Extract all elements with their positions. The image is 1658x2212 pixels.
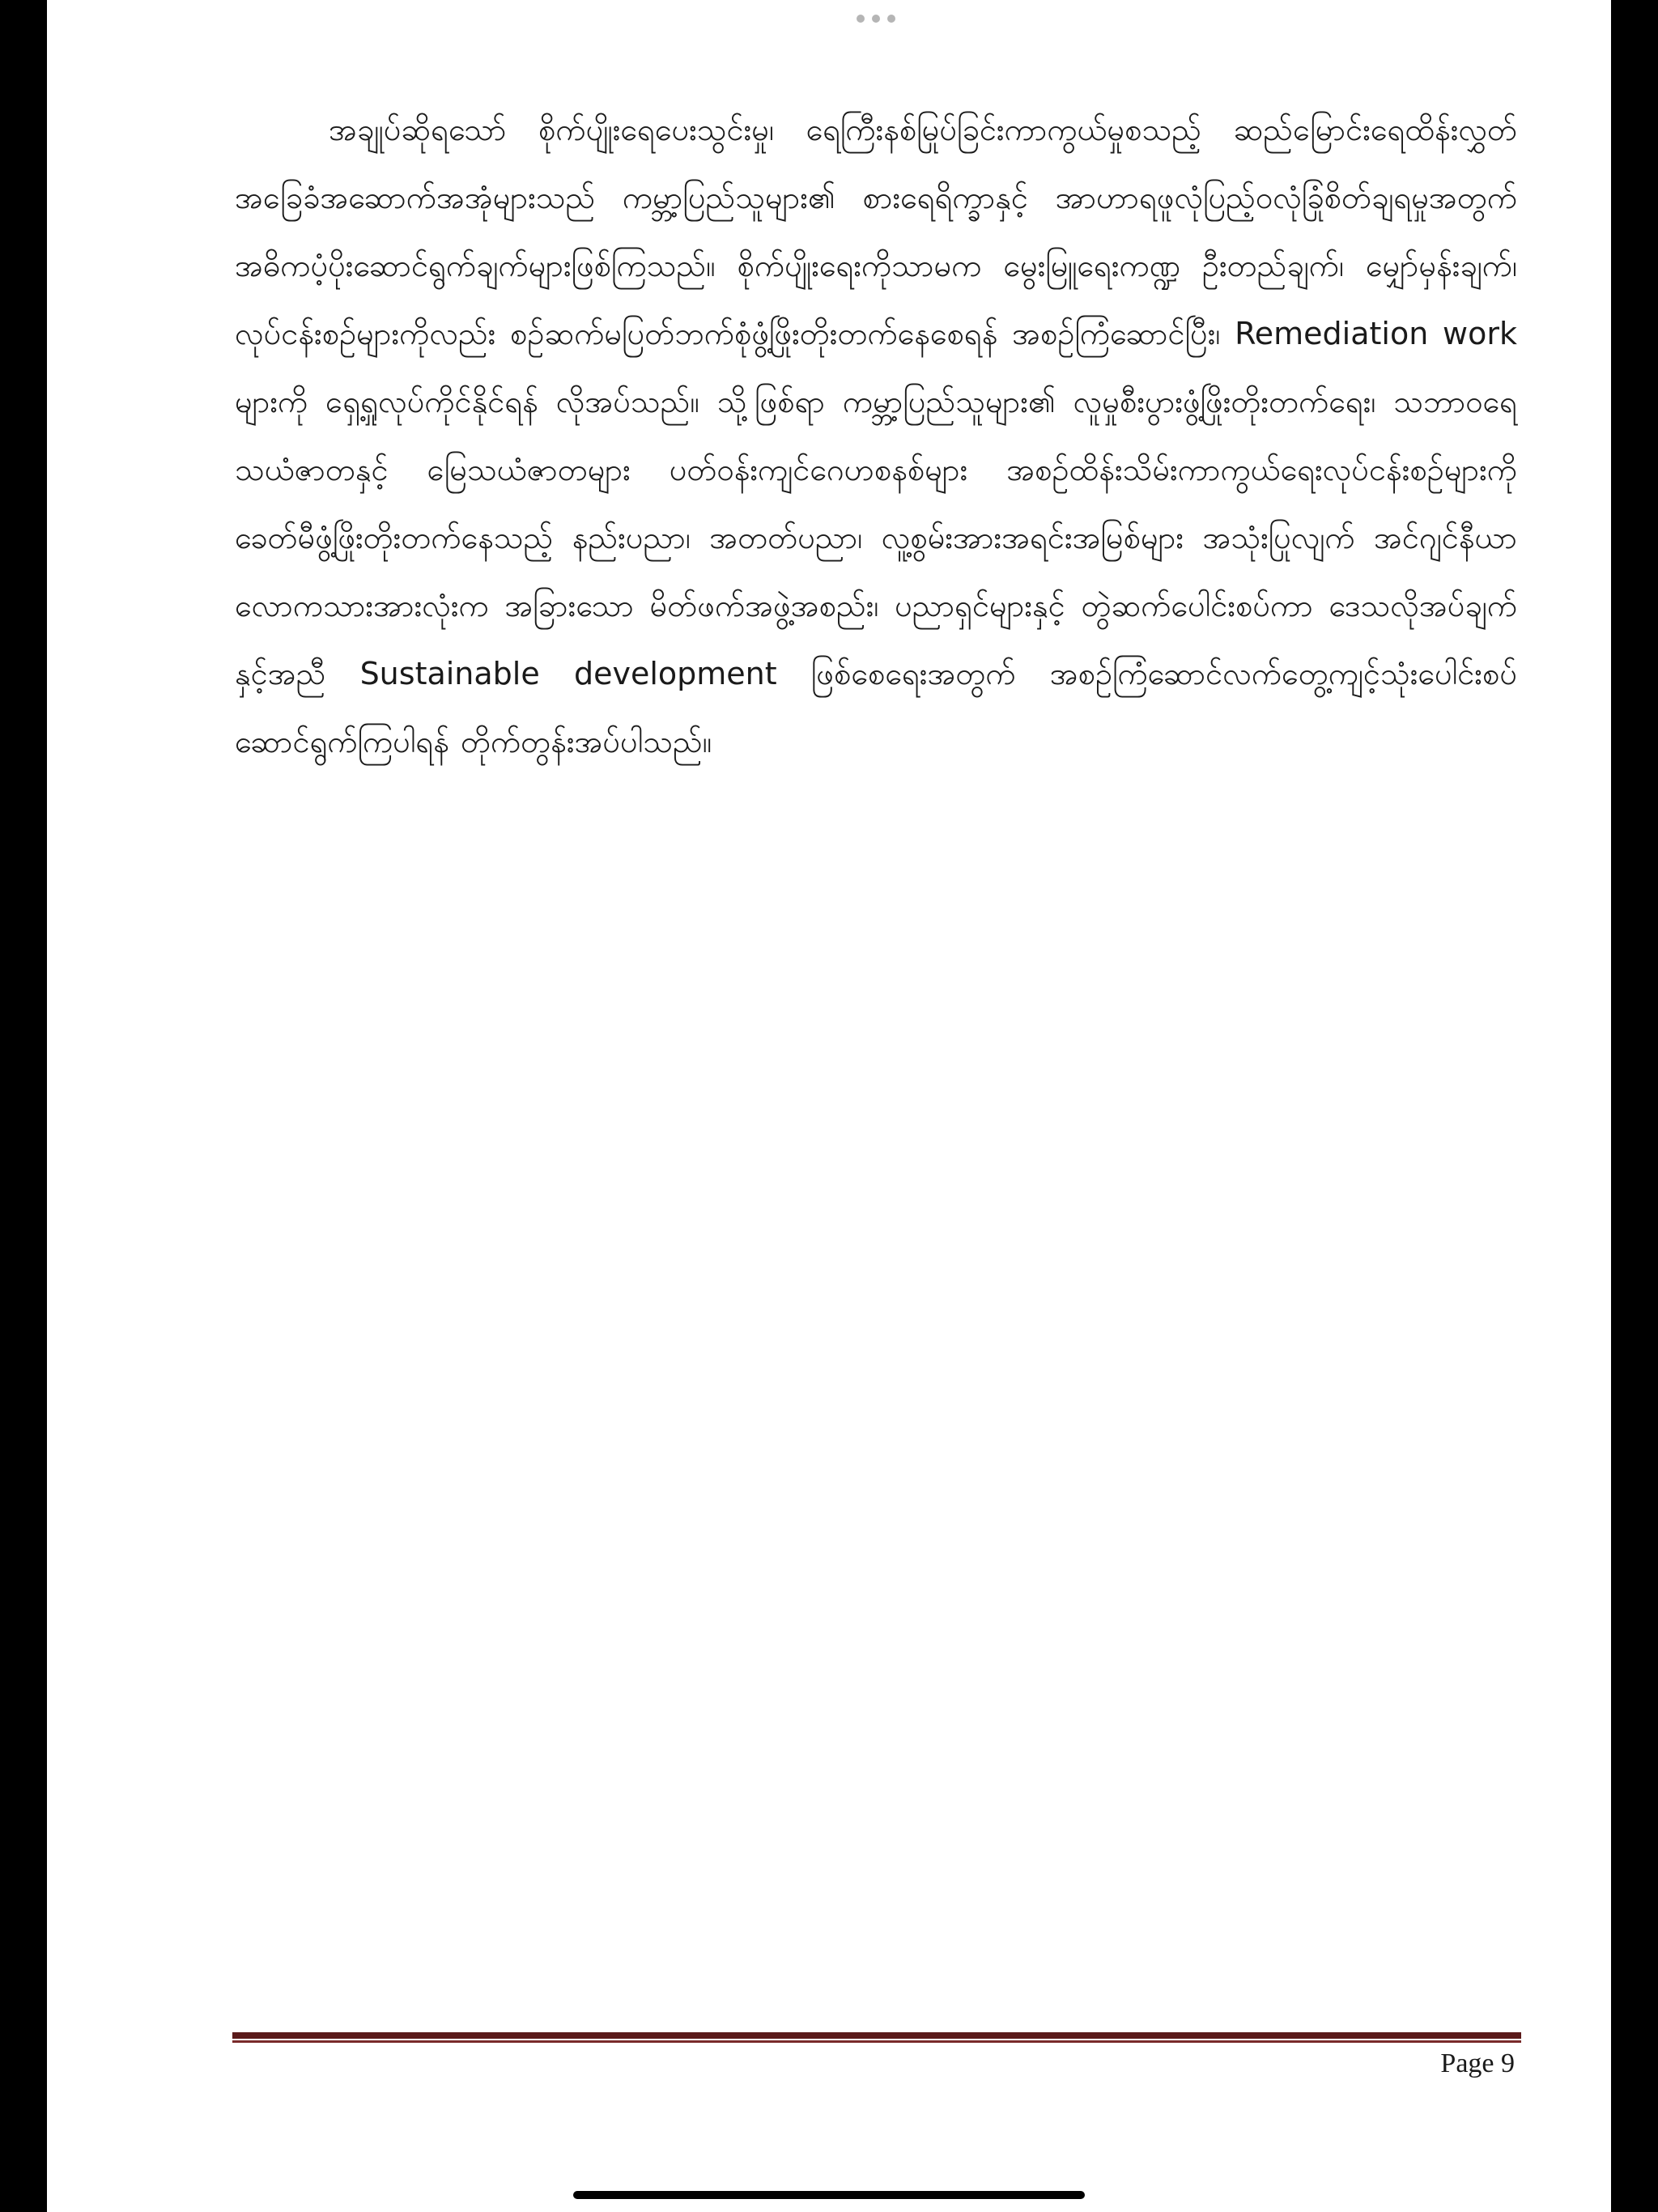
page-number: Page 9	[1440, 2048, 1515, 2078]
footer-rule-thick	[232, 2032, 1521, 2039]
dot-icon	[872, 15, 880, 23]
dot-icon	[857, 15, 865, 23]
home-indicator[interactable]	[573, 2191, 1085, 2199]
body-paragraph: အချုပ်ဆိုရသော် စိုက်ပျိုးရေပေးသွင်းမှု၊ ရေကြီးနစ်မြုပ်ခြင်းကာကွယ်မှုစသည့် ဆည်မြောင်းရေထိန်းလွှတ်အခြေခံအဆောက်အအုံများသည် ကမ္ဘာ့ပြည်သူများ၏ စားရေရိက္ခာနှင့် အာဟာရဖူလုံပြည့်ဝလုံခြုံစိတ်ချရမှုအတွက် အဓိကပံ့ပိုးဆောင်ရွက်ချက်များဖြစ်ကြသည်။ စိုက်ပျိုးရေးကိုသာမက မွေးမြူရေးကဏ္ဍ ဦးတည်ချက်၊ မျှော်မှန်းချက်၊ လုပ်ငန်းစဉ်များကိုလည်း စဉ်ဆက်မပြတ်ဘက်စုံဖွံ့ဖြိုးတိုးတက်နေစေရန် အစဉ်ကြံဆောင်ပြီး၊ Remediation work များကို ရှေ့ရှုလုပ်ကိုင်နိုင်ရန် လိုအပ်သည်။ သို့ဖြစ်ရာ ကမ္ဘာ့ပြည်သူများ၏ လူမှုစီးပွားဖွံ့ဖြိုးတိုးတက်ရေး၊ သဘာဝရေသယံဇာတနှင့် မြေသယံဇာတများ ပတ်ဝန်းကျင်ဂေဟစနစ်များ အစဉ်ထိန်းသိမ်းကာကွယ်ရေးလုပ်ငန်းစဉ်များကို ခေတ်မီဖွံ့ဖြိုးတိုးတက်နေသည့် နည်းပညာ၊ အတတ်ပညာ၊ လူ့စွမ်းအားအရင်းအမြစ်များ အသုံးပြုလျက် အင်ဂျင်နီယာလောကသားအားလုံးက အခြားသော မိတ်ဖက်အဖွဲ့အစည်း၊ ပညာရှင်များနှင့် တွဲဆက်ပေါင်းစပ်ကာ ဒေသလိုအပ်ချက်နှင့်အညီ Sustainable development ဖြစ်စေရေးအတွက် အစဉ်ကြံဆောင်လက်တွေ့ကျင့်သုံးပေါင်းစပ် ဆောင်ရွက်ကြပါရန် တိုက်တွန်းအပ်ပါသည်။	[235, 112, 1517, 759]
more-dots-icon[interactable]	[857, 13, 895, 24]
footer-rule-thin	[232, 2040, 1521, 2043]
footer-rule	[232, 2032, 1521, 2044]
dot-icon	[887, 15, 895, 23]
